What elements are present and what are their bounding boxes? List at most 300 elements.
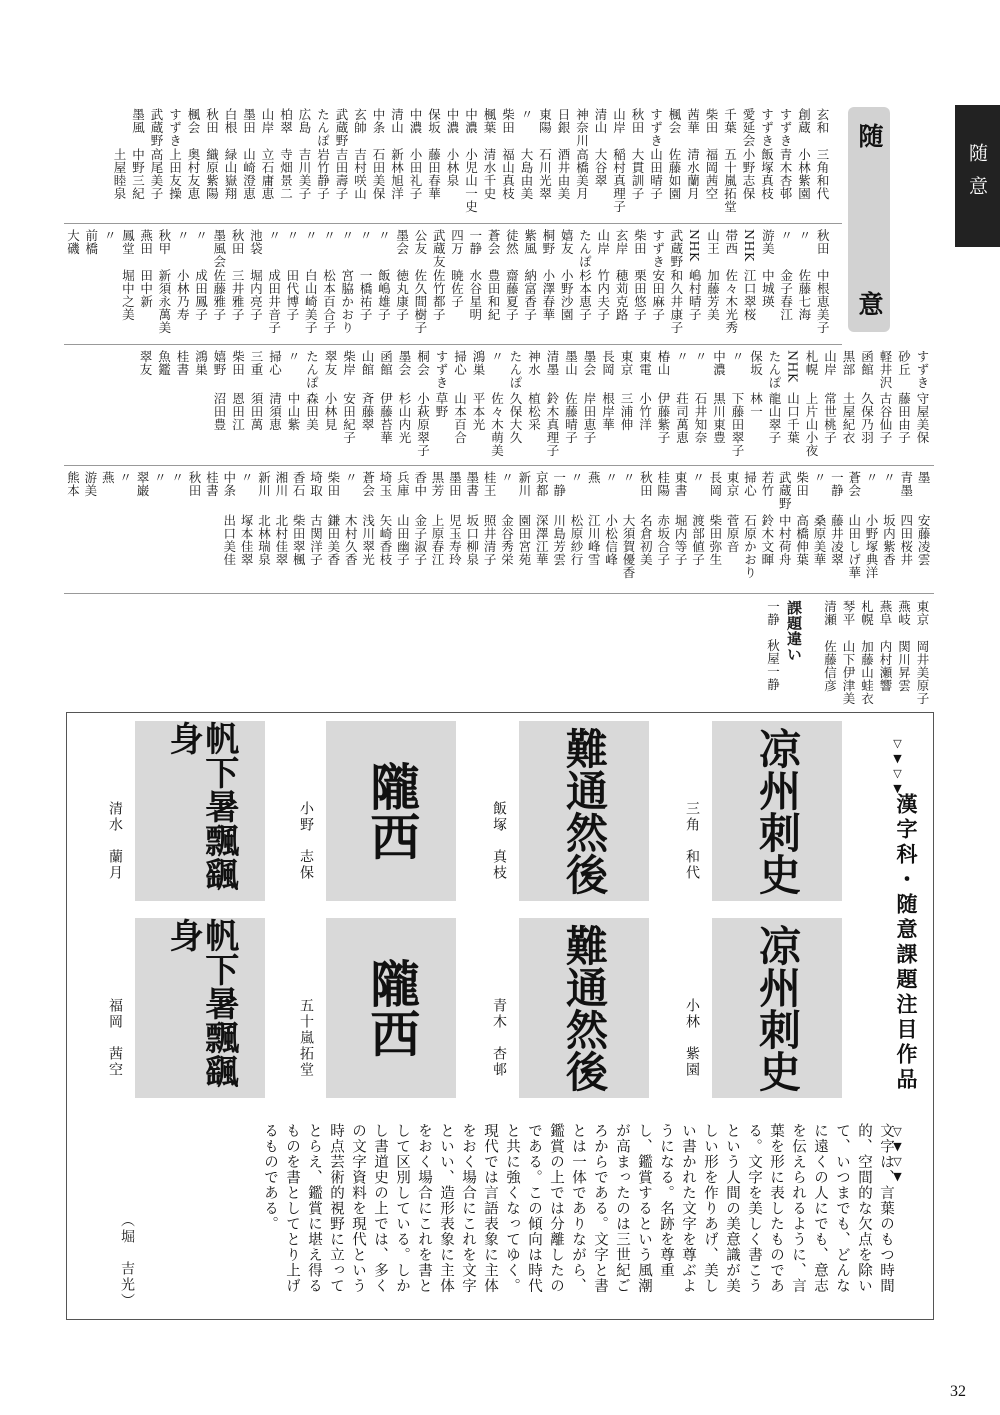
list-group: 清山 — [593, 108, 608, 134]
artwork-image — [519, 918, 649, 1098]
list-group: 山岸 — [260, 108, 275, 134]
list-group: 燕阜 — [878, 600, 893, 626]
list-name: 徳丸康子 — [394, 269, 410, 321]
list-name: 上田友操 — [167, 148, 183, 200]
list-name: 石原かおり — [742, 514, 758, 579]
list-group: 桂書 — [175, 350, 190, 376]
list-name: 石田美保 — [371, 148, 386, 200]
list-name: 伊藤苔華 — [378, 392, 394, 444]
list-name: 稲村真理子 — [611, 148, 627, 213]
list-name: 小児山一史 — [463, 148, 479, 213]
list-name: 久保大久 — [508, 392, 523, 444]
list-group: NHK — [785, 350, 801, 383]
list-group: 山館 — [360, 350, 375, 376]
list-group: 中濃 — [408, 108, 423, 134]
list-name: 竹内夫子 — [595, 269, 611, 321]
list-group: 〃 — [796, 229, 812, 242]
list-name: 沼田豊 — [212, 392, 227, 431]
list-name: 山田晴子 — [648, 148, 664, 200]
list-name: 清須恵 — [267, 392, 283, 431]
artwork-image — [135, 721, 265, 901]
list-name: 中村荷舟 — [777, 514, 793, 566]
list-group: すずき — [167, 108, 183, 147]
list-group: 嬉友 — [559, 229, 575, 255]
list-group: たんぽ — [315, 108, 331, 147]
list-group: 徒然 — [504, 229, 520, 255]
list-group: 〃 — [674, 350, 690, 363]
list-group: すずき — [915, 350, 930, 389]
list-name: 加藤芳美 — [705, 269, 721, 321]
list-group: 〃 — [193, 229, 209, 242]
list-name: 鈴木文暉 — [759, 514, 775, 566]
list-group: 楓葉 — [482, 108, 497, 134]
list-group: 桂王 — [482, 471, 498, 497]
list-name: 豊田和紀 — [486, 269, 502, 321]
artwork-image — [712, 918, 842, 1098]
list-group: 埼玉 — [377, 471, 393, 497]
list-name: 佐藤晴子 — [563, 392, 579, 444]
list-group: 新川 — [256, 471, 272, 497]
list-name: 藤田由子 — [896, 392, 912, 444]
artwork-caption: 小野 志保 — [298, 801, 314, 881]
list-name: 平本光 — [471, 392, 486, 431]
list-name: 納富香子 — [522, 269, 538, 321]
list-group: 千葉 — [722, 108, 738, 134]
list-group: 〃 — [811, 471, 827, 484]
list-name: 森田美 — [304, 392, 320, 431]
list-name: 深澤江華 — [534, 514, 550, 566]
list-group: 墨田 — [241, 108, 257, 134]
list-group: 砂丘 — [896, 350, 912, 376]
list-name: 恩田江 — [230, 392, 246, 431]
list-name: 新林旭洋 — [389, 148, 405, 200]
list-group: 東京 — [725, 471, 741, 497]
list-group: 広島 — [297, 108, 312, 134]
list-name: 小野沙園 — [559, 269, 575, 321]
list-group: 柴田 — [704, 108, 719, 134]
list-group: 札幌 — [859, 600, 875, 626]
list-name: 小林見 — [323, 392, 338, 431]
list-group: 玄岸 — [614, 229, 630, 255]
list-group: 中条 — [371, 108, 386, 134]
list-name: 佐久間樹子 — [412, 269, 428, 334]
artwork-image — [135, 918, 265, 1098]
list-group: 一静 — [829, 471, 845, 497]
artwork-text: 帆下暑飄颻身 — [163, 918, 239, 1088]
list-group: 柴田 — [325, 471, 341, 497]
list-name: 桑原美華 — [811, 514, 827, 566]
list-name: 水谷星明 — [467, 269, 483, 321]
list-group: 燕田 — [138, 229, 154, 255]
panel-title-deco-top: ▽▼▽▼ — [891, 737, 904, 797]
artwork-text: 帆下暑飄颻身 — [163, 721, 239, 891]
list-name: 上原春江 — [430, 514, 446, 566]
list-group: 黒部 — [841, 350, 856, 376]
list-group: 墨風会 — [211, 229, 227, 268]
list-name: 児玉寿玲 — [447, 514, 463, 566]
list-group: 鴻巣 — [471, 350, 486, 376]
list-group: 清山 — [389, 108, 405, 134]
list-name: 山口千葉 — [785, 392, 801, 444]
list-name: 小林乃寿 — [175, 269, 191, 321]
list-name: 高尾美子 — [149, 148, 164, 200]
list-name: 大須賀優香 — [621, 514, 637, 579]
artwork-text: 隴西 — [362, 761, 422, 861]
list-group: 長岡 — [707, 471, 723, 497]
list-name: 奥村友恵 — [186, 148, 201, 200]
list-group: 黒芳 — [430, 471, 446, 497]
list-group: 〃 — [358, 229, 374, 242]
wrong-title: 課題違い — [785, 600, 803, 662]
list-group: 桂陽 — [655, 471, 671, 497]
list-name: 渡部値子 — [690, 514, 706, 566]
list-group: 函館 — [378, 350, 394, 376]
list-name: 松本百合子 — [321, 269, 337, 334]
list-group: 創蔵 — [796, 108, 812, 134]
list-group: すずき — [434, 350, 449, 389]
list-name: 大貫訓子 — [630, 148, 645, 200]
list-group: 桐野 — [540, 229, 556, 255]
list-group: たんぽ — [304, 350, 320, 389]
section-label-char-2: 意 — [855, 291, 884, 316]
list-name: 内村瀬響 — [878, 640, 893, 692]
list-name: 栗田悠子 — [632, 269, 648, 321]
list-group: 池袋 — [248, 229, 264, 255]
list-group: 玄帥 — [352, 108, 368, 134]
list-group: 一静 — [551, 471, 567, 497]
list-group: 〃 — [117, 471, 133, 484]
list-group: 函館 — [859, 350, 875, 376]
list-name: 山田しげ華 — [846, 514, 862, 579]
list-group: たんぽ — [508, 350, 523, 389]
list-name: 清水千史 — [482, 148, 497, 200]
list-group: 蒼会 — [486, 229, 502, 255]
list-group: 東京 — [619, 350, 634, 376]
list-name: 佐藤信彦 — [822, 640, 838, 692]
list-group: すずき — [778, 108, 793, 147]
list-group: 〃 — [152, 471, 168, 484]
list-group: 嬉野 — [212, 350, 227, 376]
list-name: 飯塚真枝 — [759, 148, 775, 200]
list-name: 林一 — [748, 392, 764, 418]
list-group: 游美 — [760, 229, 776, 255]
list-name: 中根恵美子 — [815, 269, 831, 334]
list-name: 荘司萬恵 — [674, 392, 690, 444]
list-group: 武蔵野 — [668, 229, 684, 268]
section-tab: 随意 — [955, 105, 1000, 247]
list-group: 墨風 — [130, 108, 146, 134]
list-name: 白山崎美子 — [303, 269, 319, 334]
list-group: 一静 — [467, 229, 483, 255]
artwork-text: 難通然後 — [560, 727, 610, 895]
list-name: 古谷仙子 — [878, 392, 893, 444]
list-name: 大島由美 — [519, 148, 534, 200]
list-name: 酒井由美 — [556, 148, 571, 200]
list-group: 武蔵友 — [431, 229, 447, 268]
list-name: 名倉初美 — [638, 514, 654, 566]
list-name: 吉田壽子 — [334, 148, 349, 200]
list-name: 小松信峰 — [603, 514, 619, 566]
list-group: 蒼会 — [846, 471, 862, 497]
list-group: 〃 — [169, 471, 185, 484]
list-group: 翠友 — [138, 350, 153, 376]
list-group: 軽井沢 — [878, 350, 893, 389]
list-group: 青墨 — [898, 471, 914, 497]
list-name: 常世桃子 — [822, 392, 838, 444]
list-name: 堀内等子 — [673, 514, 689, 566]
list-group: 〃 — [175, 229, 191, 242]
panel-title-deco-bottom: ▽▼▽▼ — [891, 1125, 904, 1185]
list-name: 龍山翠子 — [767, 392, 782, 444]
list-group: 椿山 — [656, 350, 671, 376]
list-name: 三角和代 — [815, 148, 830, 200]
list-group: 保坂 — [426, 108, 442, 134]
list-name: 中野三紀 — [130, 148, 146, 200]
list-name: 江口翠桜 — [742, 269, 758, 321]
list-group: 埼取 — [308, 471, 324, 497]
list-name: 山崎澄恵 — [241, 148, 257, 200]
list-name: 園田宮苑 — [516, 514, 532, 566]
list-name: 川島芳雲 — [551, 514, 567, 566]
list-group: 香石 — [291, 471, 307, 497]
list-name: 小竹洋 — [637, 392, 653, 431]
list-group: 墨会 — [582, 350, 597, 376]
list-name: 堀内亮子 — [248, 269, 264, 321]
list-group: 〃 — [239, 471, 255, 484]
list-name: 金子春江 — [778, 269, 794, 321]
list-group: すずき — [648, 108, 664, 147]
list-group: 清瀬 — [822, 600, 838, 626]
list-group: 四万 — [449, 229, 465, 255]
list-name: 矢崎香枝 — [377, 514, 393, 566]
list-name: 小野志保 — [741, 148, 756, 200]
list-group: 〃 — [489, 350, 505, 363]
list-group: 三重 — [249, 350, 264, 376]
artwork-image — [712, 721, 842, 901]
list-name: 飯嶋雄子 — [376, 269, 392, 321]
list-group: 〃 — [621, 471, 637, 484]
list-group: 〃 — [376, 229, 392, 242]
list-group: 保坂 — [748, 350, 764, 376]
list-group: 武蔵野 — [334, 108, 349, 147]
list-group: 山岸 — [611, 108, 627, 134]
list-name: 佐藤雅子 — [211, 269, 227, 321]
list-group: 札幌 — [804, 350, 819, 376]
list-group: 東電 — [637, 350, 653, 376]
list-name: 穂苅克路 — [614, 269, 630, 321]
list-group: 楓会 — [667, 108, 682, 134]
list-name: 小林泉 — [445, 148, 460, 187]
list-group: 秋田 — [638, 471, 654, 497]
divider — [64, 465, 934, 466]
list-name: 佐竹都子 — [431, 269, 447, 321]
list-name: 佐藤如園 — [667, 148, 682, 200]
list-group: 〃 — [339, 229, 355, 242]
artwork-image — [326, 918, 456, 1098]
list-name: 北林瑞泉 — [256, 514, 272, 566]
list-group: NHK — [742, 229, 758, 262]
list-name: 久保乃羽 — [859, 392, 875, 444]
list-group: 熊本 — [65, 471, 81, 497]
list-name: 田代博子 — [284, 269, 300, 321]
list-group: 燕 — [586, 471, 602, 484]
list-group: 秋田 — [204, 108, 220, 134]
list-group: 神奈川 — [574, 108, 590, 147]
list-name: 出口美佳 — [221, 514, 237, 566]
list-name: 安藤凌雲 — [916, 514, 932, 566]
list-name: 藤田春華 — [426, 148, 442, 200]
list-name: 岩竹静子 — [315, 148, 331, 200]
list-group: 武蔵野 — [777, 471, 793, 510]
list-name: 暁佐子 — [449, 269, 465, 308]
list-name: 山田幽子 — [395, 514, 411, 566]
list-name: 小田礼子 — [408, 148, 423, 200]
list-group: 〃 — [303, 229, 319, 242]
list-name: 土屋紀衣 — [841, 392, 856, 444]
list-group: 中条 — [221, 471, 237, 497]
list-group: 秋田 — [630, 108, 645, 134]
list-group: たんぽ — [577, 229, 593, 268]
list-group: 掃心 — [267, 350, 283, 376]
essay-text: 文字は、言葉のもつ時間的、空間的な欠点を除いて、いつまでも、どんなに遠くの人にでも、意志を伝えられるように、言葉を形に表したものである。文字を美しく書こうという人間の美意識が美しい形を作りあげ、美しい書かれた文字を尊ぶようになる。名跡を尊重し、鑑賞するという風潮が高まったのは三世紀ごろからである。文字と書とは一体でありながら、鑑賞の上では分離したのである。この傾向は時代と共に強くなってゆく。 現代では言語表象に主体をおく場合にこれを文字といい、造形表象に主体をおく場合にこれを書として区別している。しかし書道史の上では、多くの文字資料を現代という時点芸術的視野に立ってとらえ、鑑賞に堪え得るものを書としてとり上げるものである。 — [262, 1123, 894, 1302]
list-group: 玄和 — [815, 108, 830, 134]
list-group: 燕 — [100, 471, 116, 484]
list-name: 上片山小夜 — [804, 392, 819, 457]
list-name: 佐藤七海 — [796, 269, 812, 321]
list-name: 和久井康子 — [668, 269, 684, 334]
list-group: 燕岐 — [896, 600, 912, 626]
list-name: 小澤春華 — [540, 269, 556, 321]
list-name: 一橋祐子 — [358, 269, 374, 321]
list-group: 公友 — [412, 229, 428, 255]
list-name: 清水蘭月 — [685, 148, 701, 200]
list-name: 根岸華 — [600, 392, 616, 431]
list-name: 佐々木光秀 — [723, 269, 739, 334]
list-name: 四田桜井 — [898, 514, 914, 566]
list-group: 墨 — [916, 471, 932, 484]
list-group: 墨書 — [464, 471, 480, 497]
page-number: 32 — [950, 1383, 966, 1400]
list-group: 若竹 — [759, 471, 775, 497]
divider — [64, 344, 842, 345]
list-group: 墨田 — [447, 471, 463, 497]
list-group: 〃 — [603, 471, 619, 484]
list-name: 金谷秀栄 — [499, 514, 515, 566]
list-name: 坂口柳泉 — [464, 514, 480, 566]
list-name: 嶋村晴子 — [687, 269, 703, 321]
list-name: 須田萬 — [249, 392, 264, 431]
list-group: 大磯 — [65, 229, 81, 255]
list-name: 吉川美子 — [297, 148, 312, 200]
list-name: 山下伊津美 — [841, 640, 856, 705]
list-group: 墨会 — [397, 350, 412, 376]
list-name: 五十嵐拓堂 — [722, 148, 738, 213]
list-name: 土屋睦泉 — [112, 148, 127, 200]
list-group: 〃 — [693, 350, 708, 363]
list-group: 新川 — [516, 471, 532, 497]
artwork-text: 凉州刺史 — [753, 727, 803, 895]
list-group: 翠巌 — [134, 471, 150, 497]
list-group: 桐会 — [415, 350, 431, 376]
list-group: 東京 — [915, 600, 930, 626]
list-name: 草野 — [434, 392, 449, 418]
list-name: 木村久香 — [343, 514, 359, 566]
list-group: 山岸 — [822, 350, 838, 376]
artwork-caption: 清水 蘭月 — [107, 801, 123, 881]
list-group: 鳳堂 — [120, 229, 136, 255]
list-group: NHK — [687, 229, 703, 262]
list-name: 鈴木真理子 — [545, 392, 560, 457]
list-name: 中城瑛 — [760, 269, 776, 308]
list-name: 田中新 — [138, 269, 154, 308]
artwork-image — [519, 721, 649, 901]
list-group: 山岸 — [595, 229, 611, 255]
list-group: 〃 — [864, 471, 880, 484]
artwork-text: 難通然後 — [560, 924, 610, 1092]
list-group: 東陽 — [537, 108, 553, 134]
list-name: 山本百合 — [452, 392, 468, 444]
list-name: 藤井凌翠 — [829, 514, 845, 566]
list-name: 高橋美月 — [574, 148, 590, 200]
list-group: 楓会 — [186, 108, 201, 134]
list-group: 中濃 — [445, 108, 460, 134]
list-group: 翠友 — [323, 350, 338, 376]
list-group: 墨山 — [563, 350, 579, 376]
list-name: 三浦伸 — [619, 392, 634, 431]
list-name: 金子淑子 — [412, 514, 428, 566]
artwork-caption: 福岡 茜空 — [107, 998, 123, 1078]
list-name: 大谷翠 — [593, 148, 608, 187]
list-group: 〃 — [321, 229, 337, 242]
list-name: 三井雅子 — [230, 269, 246, 321]
list-group: 兵庫 — [395, 471, 411, 497]
list-name: 関川昇雲 — [896, 640, 912, 692]
list-name: 小野塚典洋 — [864, 514, 880, 579]
list-name: 緑山嶽翔 — [223, 148, 238, 200]
panel-title: 漢字科・随意課題注目作品 — [894, 793, 918, 1093]
list-group: 琴平 — [841, 600, 856, 626]
list-group: 柴田 — [230, 350, 246, 376]
list-group: 〃 — [266, 229, 282, 242]
list-group: 掃心 — [742, 471, 758, 497]
list-group: 柴岸 — [341, 350, 357, 376]
list-name: 佐々木萌美 — [489, 392, 505, 457]
list-group: 蒼会 — [360, 471, 376, 497]
list-name: 青木杏邨 — [778, 148, 793, 200]
artwork-text: 凉州刺史 — [753, 924, 803, 1092]
list-name: 下藤田翠子 — [730, 392, 745, 457]
list-name: 立石庸恵 — [260, 148, 275, 200]
list-name: 鎌田美香 — [325, 514, 341, 566]
list-group: 〃 — [568, 471, 584, 484]
list-name: 齋藤夏子 — [504, 269, 520, 321]
list-group: 〃 — [730, 350, 745, 363]
list-name: 石川光翠 — [537, 148, 553, 200]
divider — [64, 223, 842, 224]
list-group: すずき — [650, 229, 666, 268]
list-name: 浅川翠光 — [360, 514, 376, 566]
list-name: 守屋美保 — [915, 392, 930, 444]
list-name: 小林紫園 — [796, 148, 812, 200]
list-name: 柴田弥生 — [707, 514, 723, 566]
list-group: 柴田 — [632, 229, 648, 255]
section-label-char-1: 随 — [855, 123, 884, 148]
featured-works-panel — [66, 712, 934, 1320]
list-name: 黒川東豊 — [711, 392, 727, 444]
list-name: 石井知奈 — [693, 392, 708, 444]
list-group: 山王 — [705, 229, 721, 255]
list-group: 鴻巣 — [193, 350, 209, 376]
